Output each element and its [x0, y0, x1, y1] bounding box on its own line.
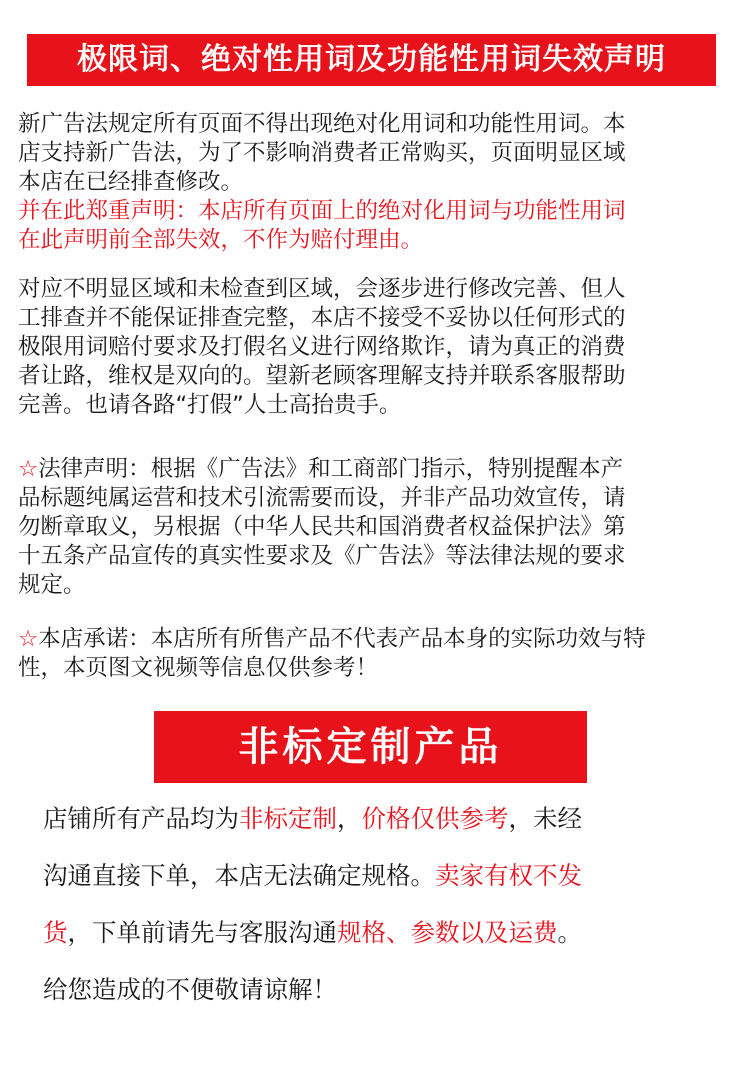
notice-line: 新广告法规定所有页面不得出现绝对化用词和功能性用词。本	[18, 111, 626, 137]
promise-line: 本店承诺：本店所有所售产品不代表产品本身的实际功效与特	[38, 626, 646, 652]
statement-line-red: 在此声明前全部失效，不作为赔付理由。	[18, 227, 424, 253]
promise-line: 性，本页图文视频等信息仅供参考！	[18, 655, 379, 681]
custom-product-banner: 非标定制产品	[154, 711, 587, 783]
paragraph-line: 工排查并不能保证排查完整，本店不接受不妥协以任何形式的	[18, 305, 626, 331]
legal-line: 勿断章取义，另根据（中华人民共和国消费者权益保护法》第	[18, 514, 626, 540]
notice-line: 店支持新广告法，为了不影响消费者正常购买，页面明显区域	[18, 140, 626, 166]
legal-line: 法律声明：根据《广告法》和工商部门指示，特别提醒本产	[38, 456, 624, 482]
notice-line: 本店在已经排查修改。	[18, 169, 244, 195]
notice-paragraph	[18, 110, 750, 255]
custom-product-notice	[43, 790, 723, 1018]
notice-line: 货，下单前请先与客服沟通规格、参数以及运费。	[43, 918, 582, 947]
notice-line: 给您造成的不便敬请谅解！	[43, 975, 337, 1004]
star-icon: ☆	[18, 626, 39, 652]
paragraph-line: 极限用词赔付要求及打假名义进行网络欺诈，请为真正的消费	[18, 334, 626, 360]
legal-statement-paragraph	[18, 455, 750, 600]
disclaimer-title-banner: 极限词、绝对性用词及功能性用词失效声明	[27, 34, 716, 86]
legal-line: 规定。	[18, 572, 86, 598]
notice-line: 沟通直接下单，本店无法确定规格。卖家有权不发	[43, 861, 582, 890]
paragraph-line: 完善。也请各路“打假”人士高抬贵手。	[18, 392, 402, 418]
statement-line-red: 并在此郑重声明：本店所有页面上的绝对化用词与功能性用词	[18, 198, 626, 224]
unchecked-areas-paragraph	[18, 275, 750, 420]
legal-line: 十五条产品宣传的真实性要求及《广告法》等法律法规的要求	[18, 543, 626, 569]
paragraph-line: 对应不明显区域和未检查到区域，会逐步进行修改完善、但人	[18, 276, 626, 302]
store-promise-paragraph	[18, 625, 750, 683]
star-icon: ☆	[18, 456, 39, 482]
paragraph-line: 者让路，维权是双向的。望新老顾客理解支持并联系客服帮助	[18, 363, 626, 389]
legal-line: 品标题纯属运营和技术引流需要而设，并非产品功效宣传，请	[18, 485, 626, 511]
notice-line: 店铺所有产品均为非标定制，价格仅供参考，未经	[43, 804, 582, 833]
